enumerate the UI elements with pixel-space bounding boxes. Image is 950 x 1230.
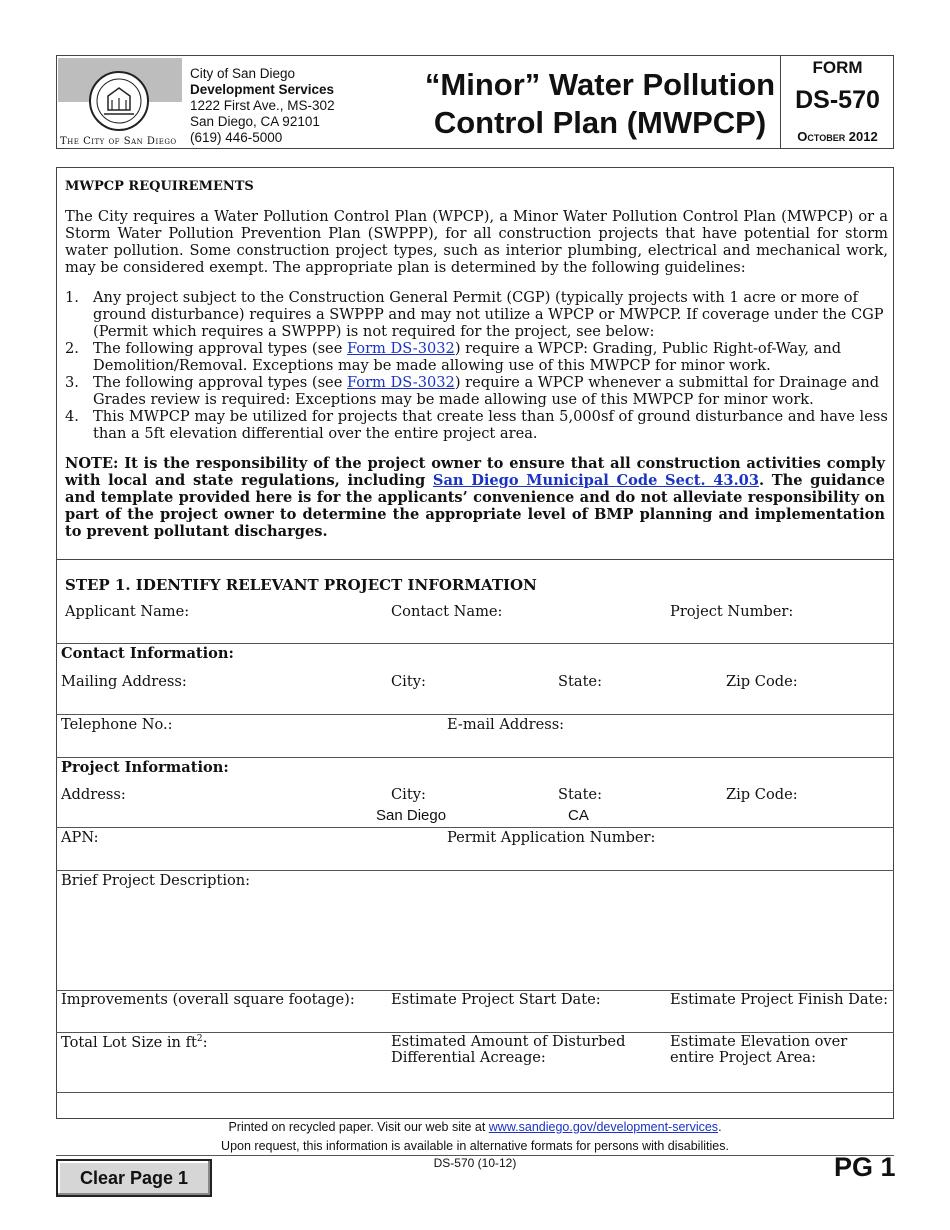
address-line: (619) 446-5000 [190,130,283,145]
city-caption: The City of San Diego [60,136,177,147]
requirements-list [65,289,888,442]
list-item [65,408,888,442]
address-line-department: Development Services [190,82,335,97]
item-text-after: ) require a WPCP whenever a submittal for Drainage and Grades review is required: Exceptions may be made allowing use of this MWPCP for minor work. [93,374,880,408]
total-lot-size-label: Total Lot Size in ft [61,1034,197,1051]
elevation-field[interactable] [670,1034,847,1066]
applicant-name-field[interactable]: Applicant Name: [65,603,190,620]
email-field[interactable]: E-mail Address: [447,716,565,733]
recycled-text-end: . [718,1120,722,1134]
form-title-line1: “Minor” Water Pollution [424,67,776,102]
clear-page-button[interactable]: Clear Page 1 [56,1159,212,1197]
recycled-paper-notice [0,1120,950,1134]
requirements-intro: The City requires a Water Pollution Control Plan (WPCP), a Minor Water Pollution Control Plan (MWPCP) or a Storm Water Pollution Prevention Plan (SWPPP), for all construction projects that have potential for storm water pollution. Some construction project types, such as interior plumbing, electrical and mechanical work, may be considered exempt. The appropriate plan is determined by the following guidelines: [65,208,888,276]
contact-zip-field[interactable]: Zip Code: [726,673,798,690]
form-title-line2: Control Plan (MWPCP) [433,105,767,140]
form-revision-code: DS-570 (10-12) [433,1156,517,1170]
divider [56,757,894,758]
project-state-label: State: [558,786,602,803]
project-number-field[interactable]: Project Number: [670,603,794,620]
city-seal-icon [88,70,150,132]
start-date-field[interactable]: Estimate Project Start Date: [391,991,601,1008]
divider [56,714,894,715]
item-number: 1. [65,289,79,306]
permit-application-number-field[interactable]: Permit Application Number: [447,829,656,846]
disturbed-acreage-label-2: Differential Acreage: [391,1049,546,1066]
divider [56,827,894,828]
recycled-text: Printed on recycled paper. Visit our web site at [228,1120,489,1134]
elevation-label-1: Estimate Elevation over [670,1033,848,1050]
department-address [190,66,335,146]
project-zip-field[interactable]: Zip Code: [726,786,798,803]
mailing-address-field[interactable]: Mailing Address: [61,673,187,690]
list-item [65,340,888,374]
disturbed-acreage-field[interactable] [391,1034,625,1066]
divider [56,1092,894,1093]
alternative-formats-notice: Upon request, this information is available in alternative formats for persons with disabilities. [221,1139,729,1153]
total-lot-size-field[interactable]: Total Lot Size in $ft^2$: [61,1034,208,1051]
contact-state-field[interactable]: State: [558,673,602,690]
list-item [65,374,888,408]
item-text-before: The following approval types (see [93,374,347,391]
telephone-field[interactable]: Telephone No.: [61,716,173,733]
form-label: FORM [812,58,863,77]
step1-title: STEP 1. IDENTIFY RELEVANT PROJECT INFORMATION [65,576,537,594]
item-text: This MWPCP may be utilized for projects that create less than 5,000sf of ground disturbance and have less than a 5ft elevation differential over the entire project area. [93,408,888,442]
item-number: 3. [65,374,79,391]
address-line: 1222 First Ave., MS-302 [190,98,335,113]
project-state-input[interactable]: CA [568,807,589,824]
page-label: PG 1 [834,1152,896,1182]
address-line: San Diego, CA 92101 [190,114,320,129]
elevation-label-2: entire Project Area: [670,1049,817,1066]
item-number: 2. [65,340,79,357]
item-text-before: The following approval types (see [93,340,347,357]
item-text: Any project subject to the Construction General Permit (CGP) (typically projects with 1 acre or more of ground disturbance) requires a SWPPP and may not utilize a WPCP or MWPCP. If coverage under the CGP (Permit which requires a SWPPP) is not required for the project, see below: [93,289,884,340]
address-line: City of San Diego [190,66,296,81]
form-title [420,66,780,142]
list-item [65,289,888,340]
contact-city-field[interactable]: City: [391,673,426,690]
item-text-after: ) require a WPCP: Grading, Public Right-of-Way, and Demolition/Removal. Exceptions may be made allowing use of this MWPCP for minor work. [93,340,842,374]
contact-info-heading: Contact Information: [61,645,234,662]
municipal-code-link[interactable]: San Diego Municipal Code Sect. 43.03 [432,472,759,489]
note-text-before: NOTE: It is the responsibility of the project owner to ensure that all construction activities comply with local and state regulations, including [65,455,885,489]
project-info-heading: Project Information: [61,759,229,776]
improvements-field[interactable]: Improvements (overall square footage): [61,991,355,1008]
form-ds3032-link[interactable]: Form DS-3032 [346,374,455,391]
apn-field[interactable]: APN: [61,829,99,846]
contact-name-field[interactable]: Contact Name: [391,603,503,620]
project-city-label: City: [391,786,426,803]
project-city-input[interactable]: San Diego [376,807,447,824]
form-ds3032-link[interactable]: Form DS-3032 [346,340,455,357]
divider [56,870,894,871]
item-number: 4. [65,408,79,425]
requirements-heading: MWPCP REQUIREMENTS [65,179,254,194]
note-text-after: . The guidance and template provided here is for the applicants’ convenience and do not alleviate responsibility on part of the project owner to determine the appropriate level of BMP planning and implementation to prevent pollutant discharges. [65,472,885,540]
brief-description-field[interactable]: Brief Project Description: [61,872,251,889]
divider [56,643,894,644]
superscript: 2 [196,1034,203,1045]
disturbed-acreage-label-1: Estimated Amount of Disturbed [391,1033,626,1050]
finish-date-field[interactable]: Estimate Project Finish Date: [670,991,888,1008]
form-date: October 2012 [797,129,878,144]
website-link[interactable]: www.sandiego.gov/development-services [488,1120,719,1134]
form-number: DS-570 [795,86,880,114]
project-address-field[interactable]: Address: [61,786,126,803]
responsibility-note [65,455,885,540]
